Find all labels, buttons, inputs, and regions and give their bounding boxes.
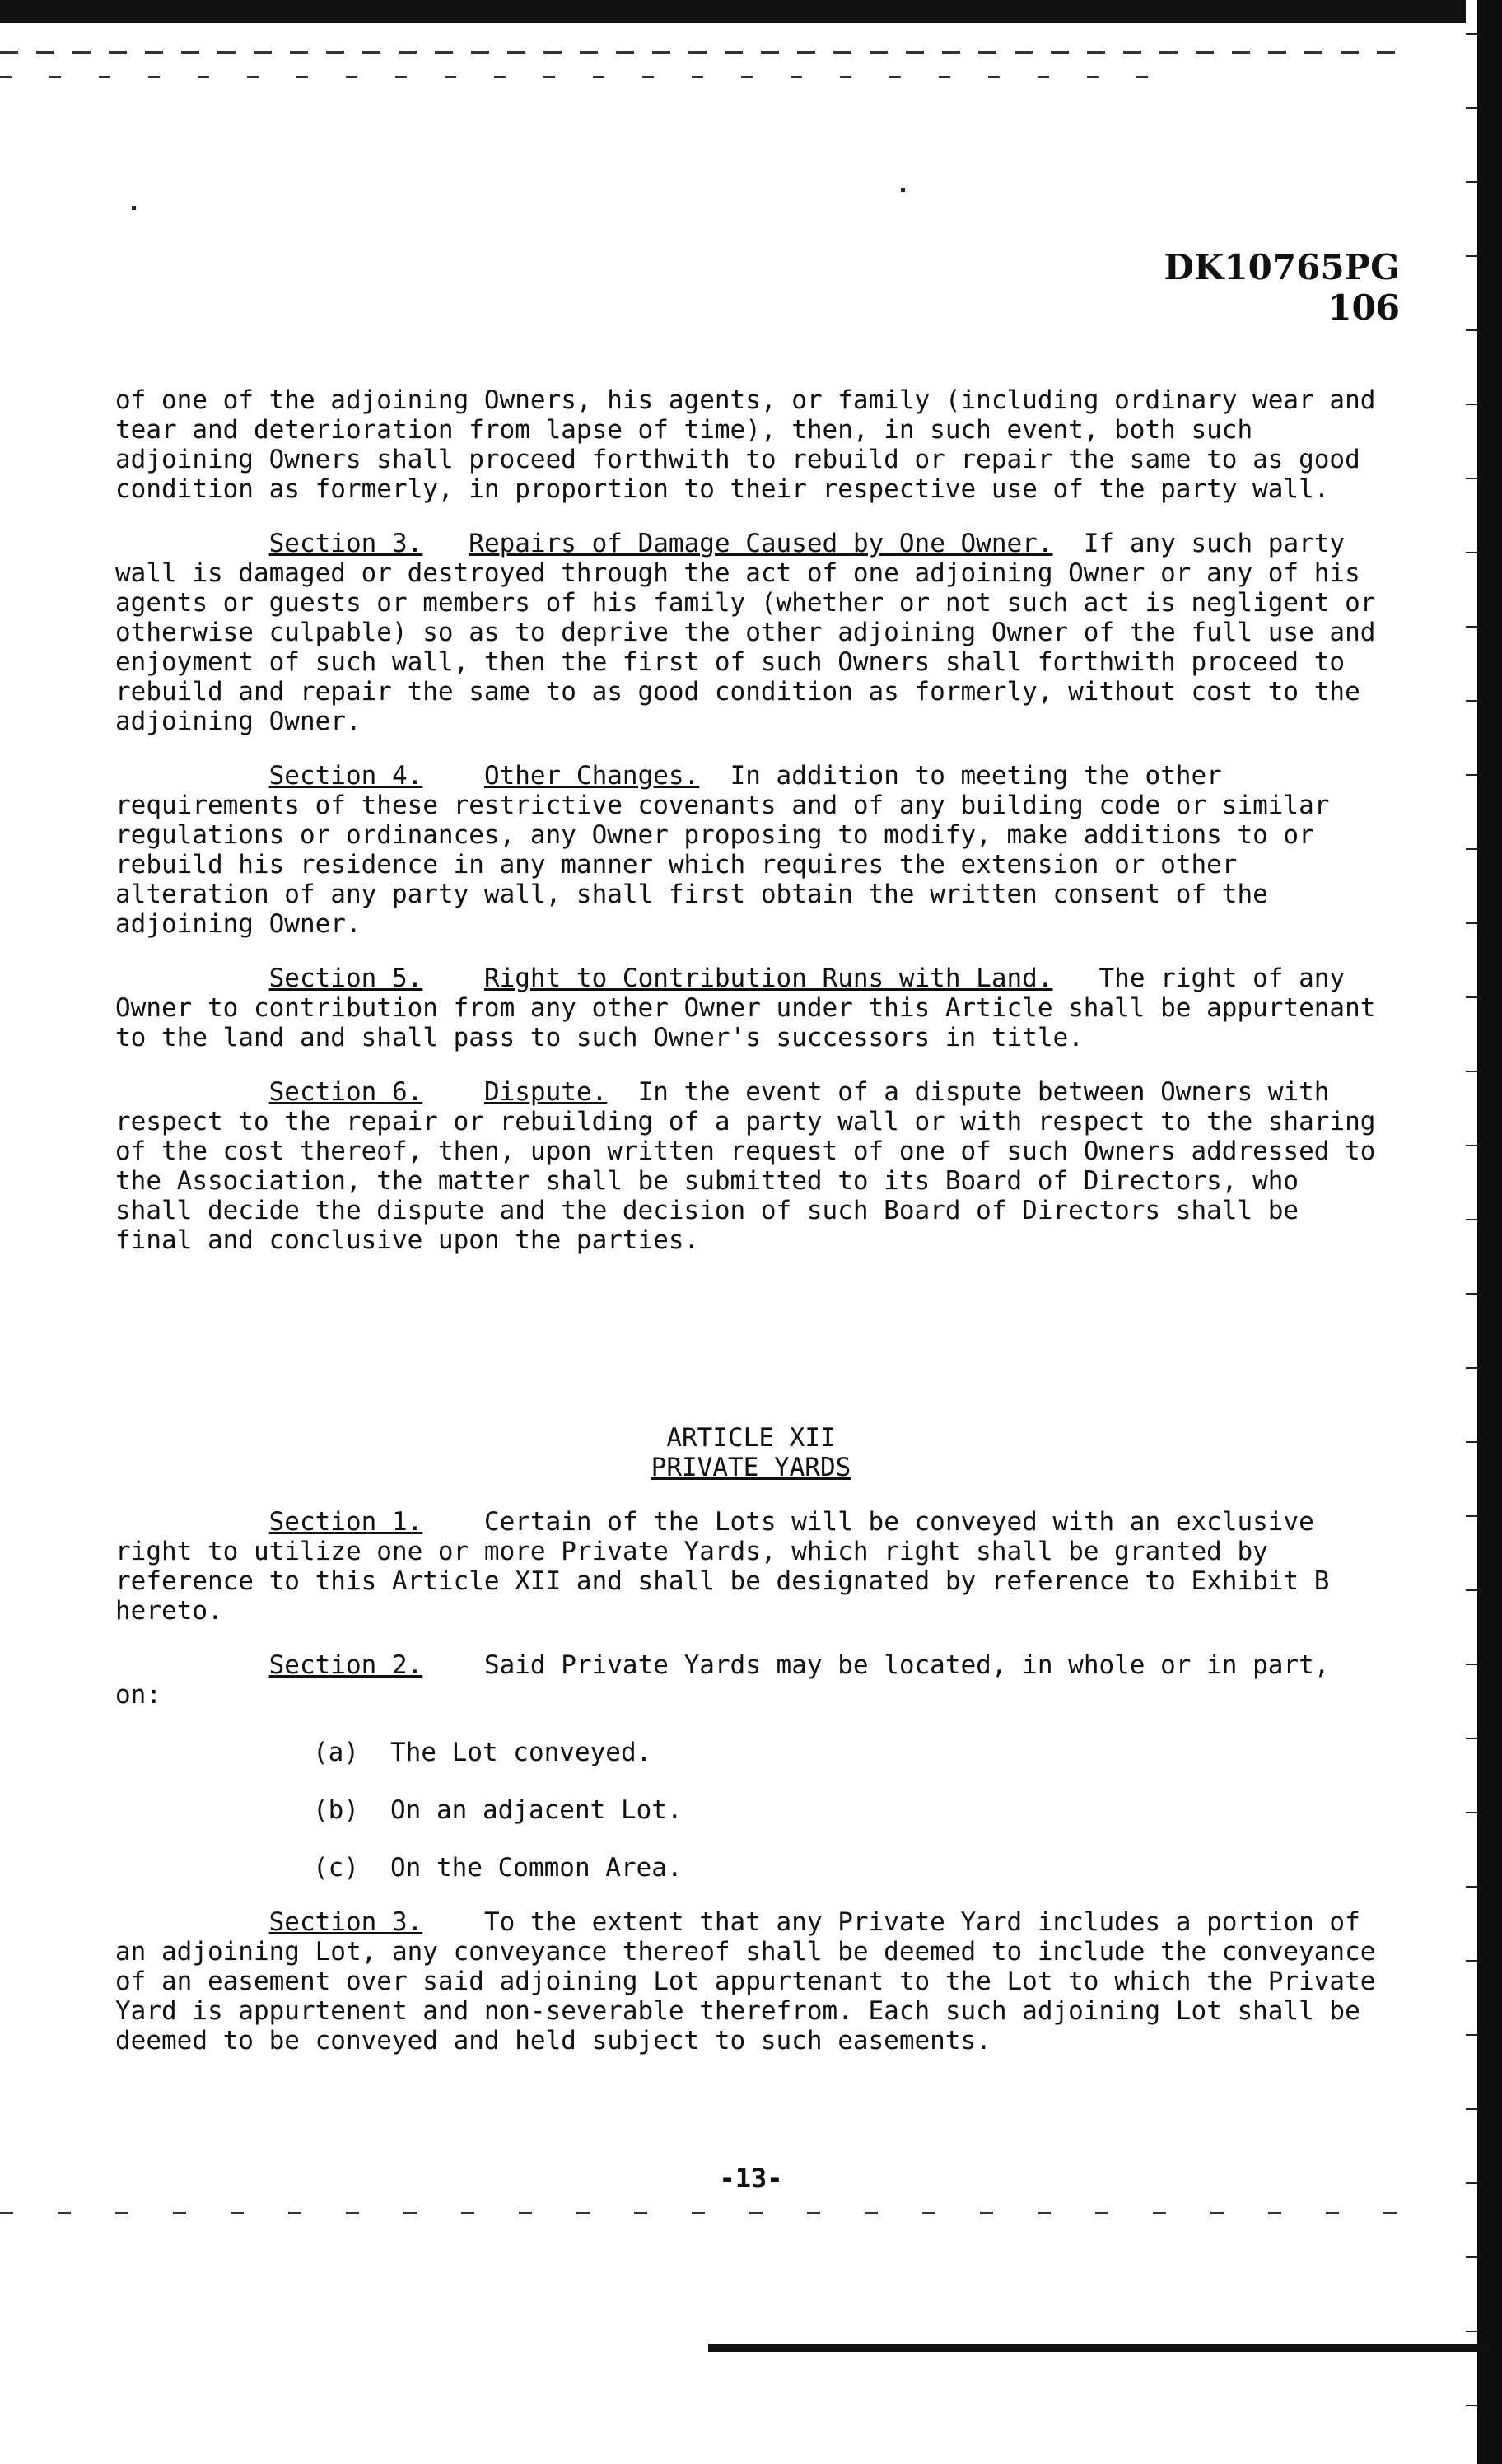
list-item-a: (a) The Lot conveyed. (313, 1738, 652, 1767)
art12-section-1: Section 1. Certain of the Lots will be conveyed with an exclusive right to utilize one or more Private Yards, which right shall be granted by reference to this Article XII and shall be designated by reference to Exhibit B hereto. (115, 1507, 1346, 1626)
book-page-reference: DK10765PG 106 (1164, 247, 1400, 328)
scan-dash-line (0, 2212, 1400, 2214)
list-item-b: (b) On an adjacent Lot. (313, 1795, 683, 1825)
art11-section-6: Section 6. Dispute. In the event of a dispute between Owners with respect to the repair or rebuilding of a party wall or with respect to the sharing of the cost thereof, then, upon written request of one of such Owners addressed to the Association, the matter shall be submitted to its Board of Directors, who shall decide the dispute and the decision of such Board of Directors shall be final and conclusive upon the parties. (115, 1077, 1392, 1255)
scan-dash-line (0, 76, 1153, 78)
art12-section-3: Section 3. To the extent that any Private Yard includes a portion of an adjoining Lot, any conveyance thereof shall be deemed to include the conveyance of an easement over said adjoining Lot appurtenant to the Lot to which the Private Yard is appurtenent and non-severable therefrom. Each such adjoining Lot shall be deemed to be conveyed and held subject to such easements. (115, 1907, 1392, 2056)
article-number: ARTICLE XII (666, 1423, 836, 1453)
article-xii-body (115, 1507, 1383, 1710)
scan-speck (132, 206, 136, 210)
list-item-c: (c) On the Common Area. (313, 1853, 683, 1883)
scan-right-border (1477, 0, 1502, 2464)
art11-section-3: Section 3. Repairs of Damage Caused by One Owner. If any such party wall is damaged or destroyed through the act of one adjoining Owner or any of his agents or guests or members of his family (whether or not such act is negligent or otherwise culpable) so as to deprive the other adjoining Owner of the full use and enjoyment of such wall, then the first of such Owners shall forthwith proceed to rebuild and repair the same to as good condition as formerly, without cost to the adjoining Owner. (115, 529, 1392, 736)
art11-section-4: Section 4. Other Changes. In addition to meeting the other requirements of these restrictive covenants and of any building code or similar regulations or ordinances, any Owner proposing to modify, make additions to or rebuild his residence in any manner which requires the extension or other alteration of any party wall, shall first obtain the written consent of the adjoining Owner. (115, 761, 1346, 939)
document-body (115, 385, 1392, 1255)
continued-paragraph: of one of the adjoining Owners, his agents, or family (including ordinary wear and tear and deterioration from lapse of time), then, in such event, both such adjoining Owners shall proceed forthwith to rebuild or repair the same to as good condition as formerly, in proportion to their respective use of the party wall. (115, 385, 1392, 504)
page-number: -13- (719, 2163, 783, 2194)
article-title: PRIVATE YARDS (651, 1453, 851, 1482)
scan-bottom-mark (708, 2344, 1490, 2352)
scan-right-noise (1466, 0, 1477, 2464)
art11-section-5: Section 5. Right to Contribution Runs with Land. The right of any Owner to contribution from any other Owner under this Article shall be appurtenant to the land and shall pass to such Owner's successors in title. (115, 964, 1392, 1052)
art12-section-2: Section 2. Said Private Yards may be located, in whole or in part, on: (115, 1650, 1346, 1710)
scan-speck (901, 188, 905, 192)
scan-dash-line (0, 51, 1400, 54)
art12-section-3-body (115, 1907, 1392, 2056)
scan-top-border (0, 0, 1502, 23)
